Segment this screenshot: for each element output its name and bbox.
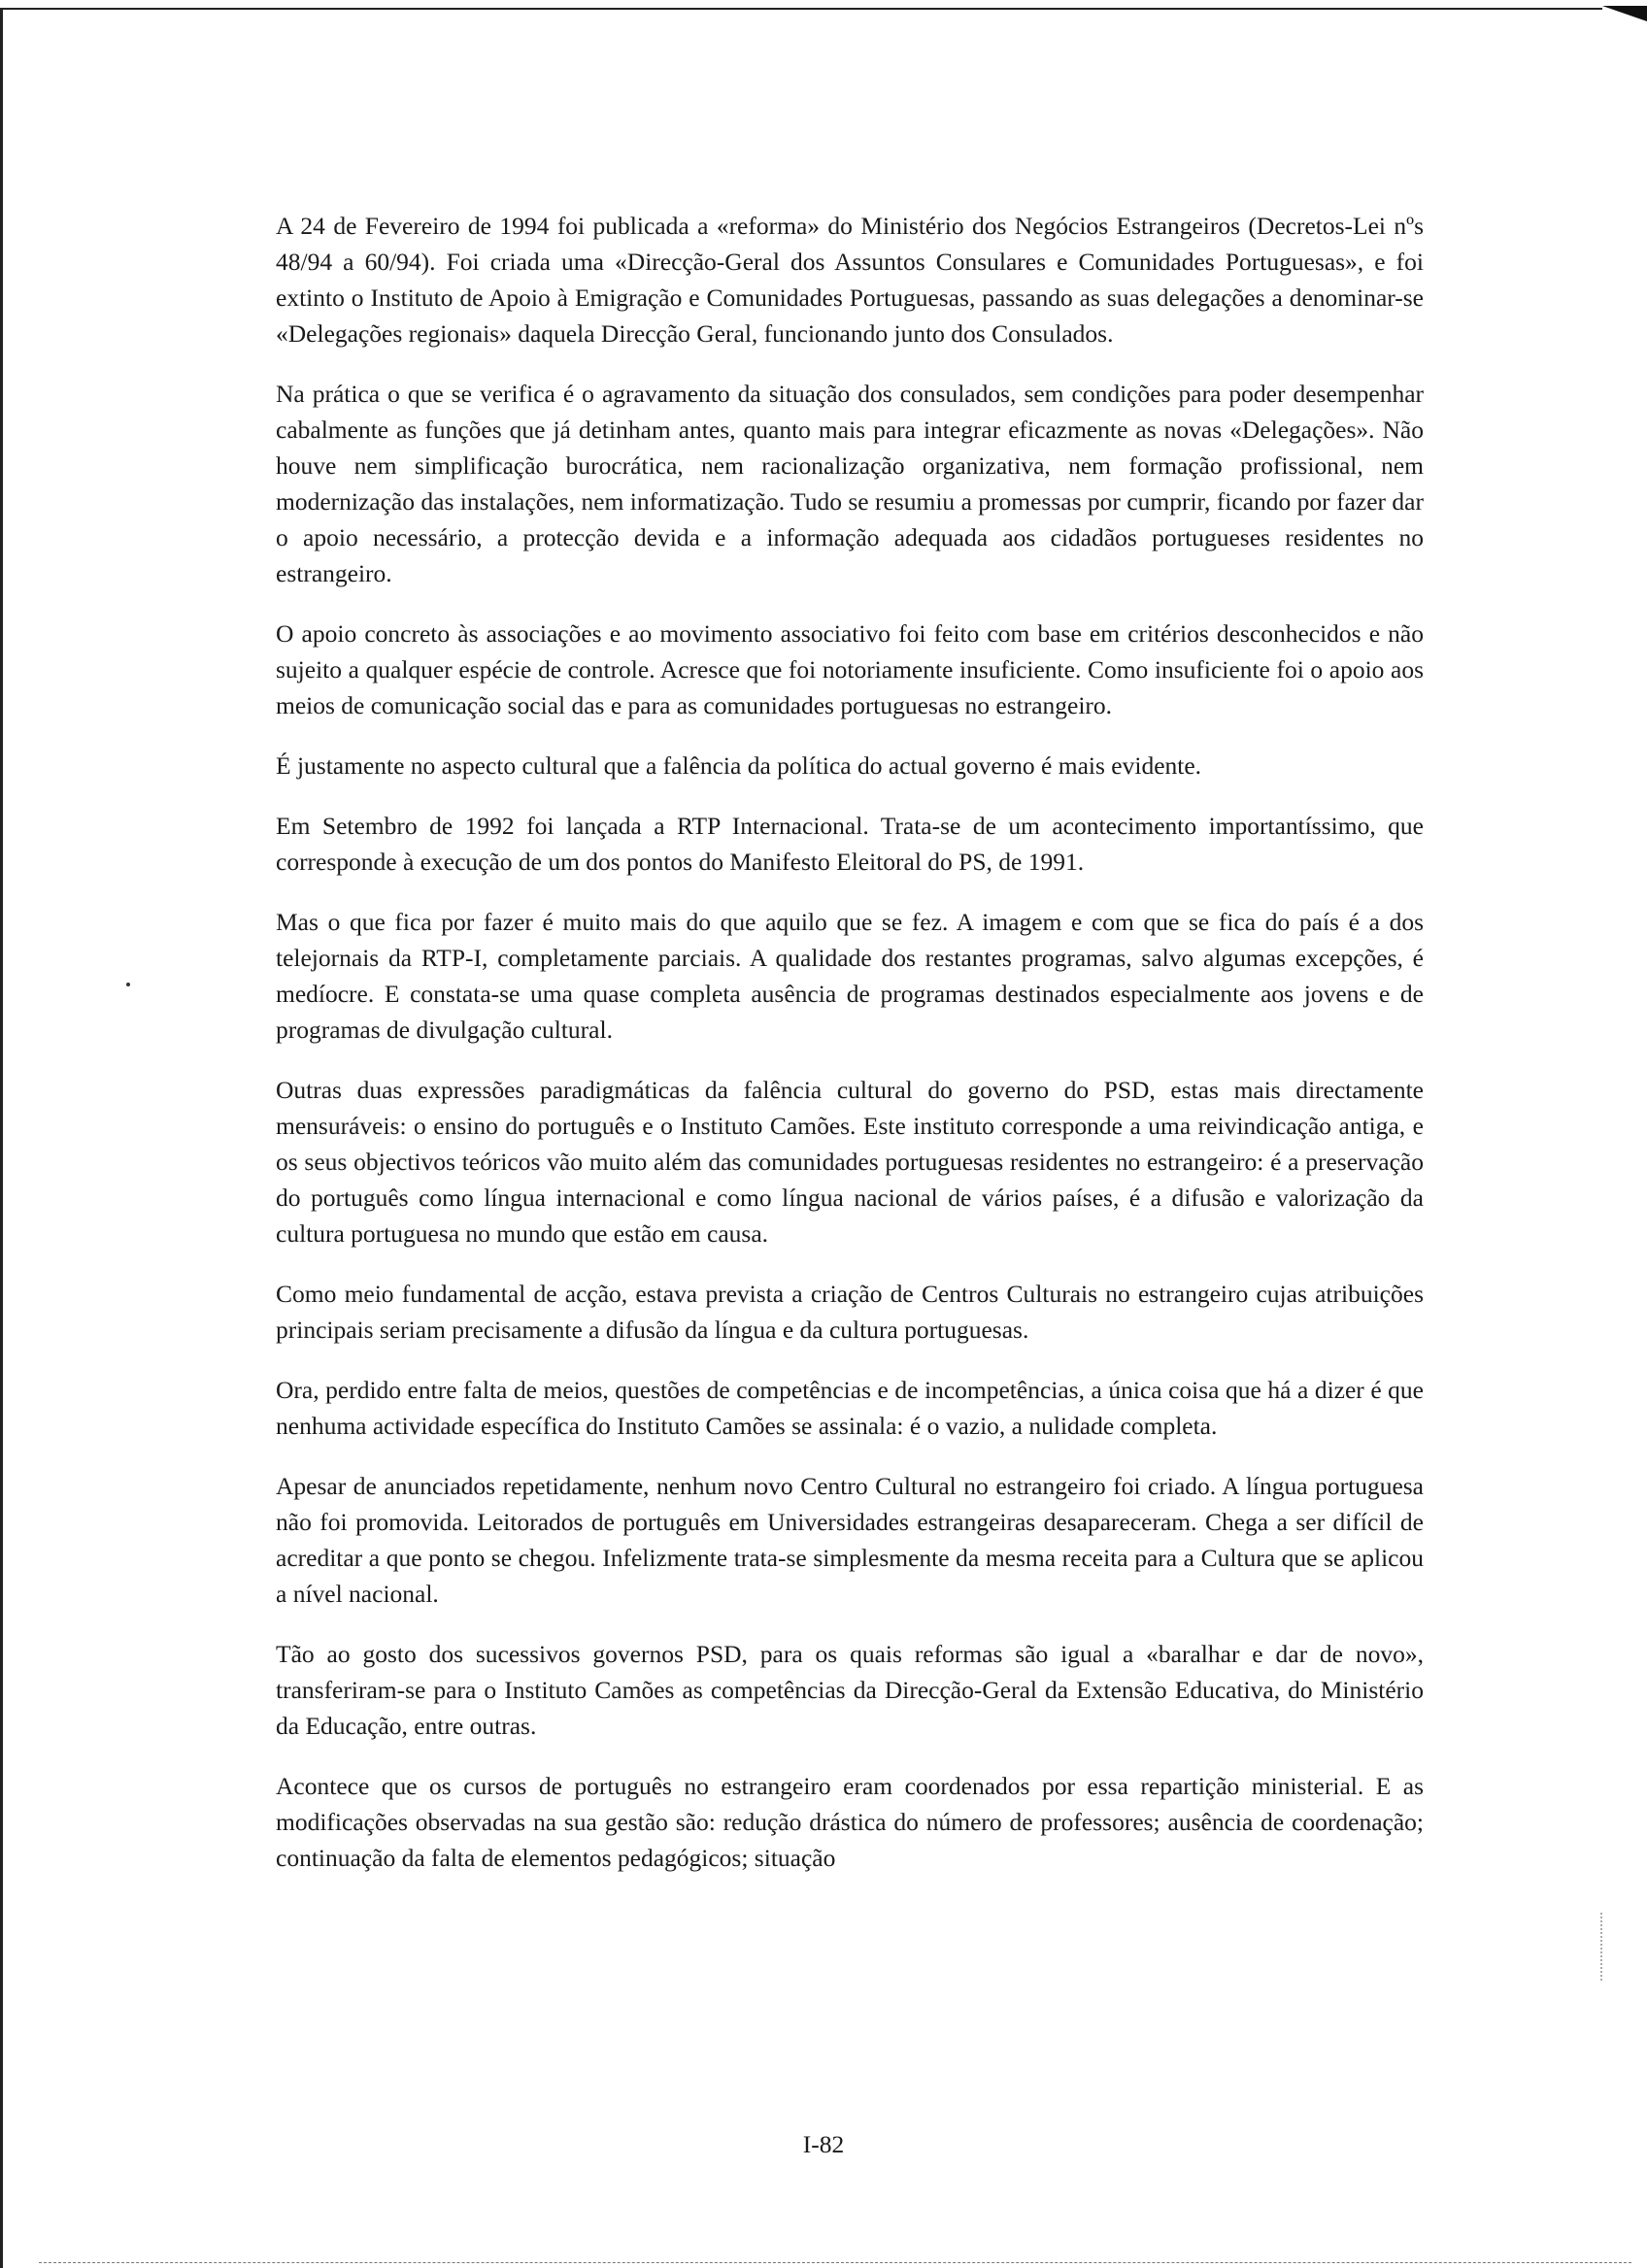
page-number: I-82 bbox=[802, 2130, 845, 2158]
paragraph-mne-reform: A 24 de Fevereiro de 1994 foi publicada a «reforma» do Ministério dos Negócios Estrangeiros (Decretos-Lei nºs 48/94 a 60/94). Foi criada uma «Direcção-Geral dos Assuntos Consulares e Comunidades Portuguesas», e foi extinto o Instituto de Apoio à Emigração e Comunidades Portuguesas, passando as suas delegações a denominar-se «Delegações regionais» daquela Direcção Geral, funcionando junto dos Consulados. bbox=[276, 212, 1424, 348]
paragraph-cultural-centres: Como meio fundamental de acção, estava prevista a criação de Centros Culturais no estrangeiro cujas atribuições principais seriam precisamente a difusão da língua e da cultura portuguesas. bbox=[276, 1280, 1424, 1344]
paragraph-transferred-competences: Tão ao gosto dos sucessivos governos PSD, para os quais reformas são igual a «baralhar e dar de novo», transferiram-se para o Instituto Camões as competências da Direcção-Geral da Extensão Educativa, do Ministério da Educação, entre outras. bbox=[276, 1640, 1424, 1740]
paragraph-instituto-camoes: Outras duas expressões paradigmáticas da falência cultural do governo do PSD, estas mais directamente mensuráveis: o ensino do português e o Instituto Camões. Este instituto corresponde a uma reivindicação antiga, e os seus objectivos teóricos vão muito além das comunidades portuguesas residentes no estrangeiro: é a preservação do português como língua internacional e como língua nacional de vários países, é a difusão e valorização da cultura portuguesa no mundo que estão em causa. bbox=[276, 1076, 1424, 1248]
paragraph-lack-of-means: Ora, perdido entre falta de meios, questões de competências e de incompetências, a única coisa que há a dizer é que nenhuma actividade específica do Instituto Camões se assinala: é o vazio, a nulidade completa. bbox=[276, 1376, 1424, 1440]
paragraph-consulates-situation: Na prática o que se verifica é o agravamento da situação dos consulados, sem condições para poder desempenhar cabalmente as funções que já detinham antes, quanto mais para integrar eficazmente as novas «Delegações». Não houve nem simplificação burocrática, nem racionalização organizativa, nem formação profissional, nem modernização das instalações, nem informatização. Tudo se resumiu a promessas por cumprir, ficando por fazer dar o apoio necessário, a protecção devida e a informação adequada aos cidadãos portugueses residentes no estrangeiro. bbox=[276, 380, 1424, 587]
paragraph-rtp-criticism: Mas o que fica por fazer é muito mais do que aquilo que se fez. A imagem e com que se fica do país é a dos telejornais da RTP-I, completamente parciais. A qualidade dos restantes programas, salvo algumas excepções, é medíocre. E constata-se uma quase completa ausência de programas destinados especialmente aos jovens e de programas de divulgação cultural. bbox=[276, 908, 1424, 1044]
scan-border-top bbox=[0, 8, 1602, 10]
paragraph-associations-support: O apoio concreto às associações e ao movimento associativo foi feito com base em critérios desconhecidos e não sujeito a qualquer espécie de controle. Acresce que foi notoriamente insuficiente. Como insuficiente foi o apoio aos meios de comunicação social das e para as comunidades portuguesas no estrangeiro. bbox=[276, 619, 1424, 719]
paragraph-rtp-internacional: Em Setembro de 1992 foi lançada a RTP Internacional. Trata-se de um acontecimento importantíssimo, que corresponde à execução de um dos pontos do Manifesto Eleitoral do PS, de 1991. bbox=[276, 812, 1424, 876]
paragraph-portuguese-courses: Acontece que os cursos de português no estrangeiro eram coordenados por essa repartição ministerial. E as modificações observadas na sua gestão são: redução drástica do número de professores; ausência de coordenação; continuação da falta de elementos pedagógicos; situação bbox=[276, 1772, 1424, 1872]
page-body bbox=[276, 208, 1424, 1900]
scan-speck bbox=[126, 983, 130, 986]
paragraph-no-new-centres: Apesar de anunciados repetidamente, nenhum novo Centro Cultural no estrangeiro foi criado. A língua portuguesa não foi promovida. Leitorados de português em Universidades estrangeiras desapareceram. Chega a ser difícil de acreditar a que ponto se chegou. Infelizmente trata-se simplesmente da mesma receita para a Cultura que se aplicou a nível nacional. bbox=[276, 1472, 1424, 1608]
scan-margin-marks bbox=[1600, 1913, 1602, 1981]
scan-border-left bbox=[0, 8, 3, 2268]
scan-border-bottom bbox=[39, 2262, 1631, 2263]
paragraph-cultural-failure: É justamente no aspecto cultural que a falência da política do actual governo é mais evidente. bbox=[276, 751, 1202, 780]
scan-corner-mark bbox=[1602, 6, 1647, 21]
